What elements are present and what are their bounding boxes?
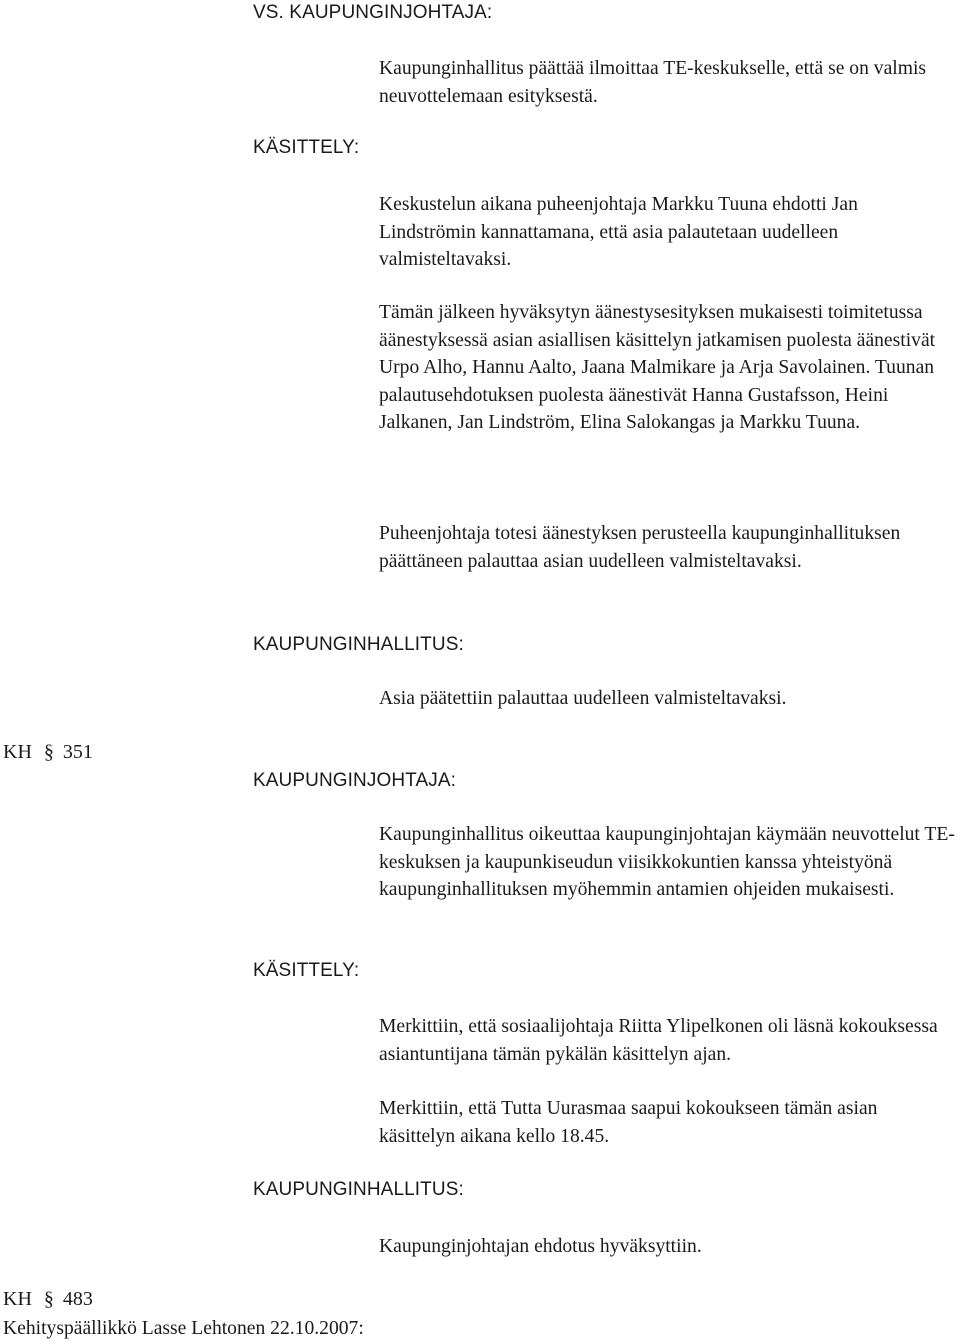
section-heading-483 — [3, 1287, 93, 1311]
kasittely-label: KÄSITTELY: — [253, 960, 360, 981]
kasittely-paragraph-3: Puheenjohtaja totesi äänestyksen perusteella kaupunginhallituksen päättäneen palauttaa asian uudelleen valmisteltavaksi. — [379, 523, 901, 572]
vs-proposal-text: Kaupunginhallitus päättää ilmoittaa TE-keskukselle, että se on valmis neuvottelemaan esityksestä. — [379, 58, 927, 107]
section-sign: § — [43, 1288, 54, 1310]
section-number: 483 — [62, 1288, 93, 1310]
kasittely-label: KÄSITTELY: — [253, 137, 360, 158]
kasittely-paragraph-1: Merkittiin, että sosiaalijohtaja Riitta Ylipelkonen oli läsnä kokouksessa asiantuntijana tämän pykälän käsittelyn ajan. — [379, 1016, 938, 1065]
kaupunginhallitus-decision: Asia päätettiin palauttaa uudelleen valmisteltavaksi. — [379, 688, 787, 709]
kasittely-paragraph-2: Tämän jälkeen hyväksytyn äänestysesityksen mukaisesti toimitetussa äänestyksessä asian asiallisen käsittelyn jatkamisen puolesta äänestivät Urpo Alho, Hannu Aalto, Jaana Malmikare ja Arja Savolainen. Tuunan palautusehdotuksen puolesta äänestivät Hanna Gustafsson, Heini Jalkanen, Jan Lindström, Elina Salokangas ja Markku Tuuna. — [379, 302, 936, 434]
kasittely-paragraph-2: Merkittiin, että Tutta Uurasmaa saapui kokoukseen tämän asian käsittelyn aikana kello 18.45. — [379, 1098, 878, 1147]
kaupunginhallitus-decision: Kaupunginjohtajan ehdotus hyväksyttiin. — [379, 1236, 702, 1257]
kaupunginjohtaja-label: KAUPUNGINJOHTAJA: — [253, 770, 456, 791]
kaupunginhallitus-label: KAUPUNGINHALLITUS: — [253, 1179, 464, 1200]
kasittely-paragraph-1: Keskustelun aikana puheenjohtaja Markku Tuuna ehdotti Jan Lindströmin kannattamana, että asia palautetaan uudelleen valmisteltavaksi. — [379, 194, 858, 271]
section-sign: § — [43, 741, 54, 763]
section-heading-351 — [3, 740, 93, 764]
kaupunginhallitus-label: KAUPUNGINHALLITUS: — [253, 634, 464, 655]
author-date-line: Kehityspäällikkö Lasse Lehtonen 22.10.2007: — [3, 1318, 364, 1339]
vs-kaupunginjohtaja-label: VS. KAUPUNGINJOHTAJA: — [253, 2, 493, 23]
section-number: 351 — [62, 741, 93, 763]
kh-abbrev: KH — [3, 741, 32, 763]
kh-abbrev: KH — [3, 1288, 32, 1310]
kaupunginjohtaja-proposal: Kaupunginhallitus oikeuttaa kaupunginjohtajan käymään neuvottelut TE-keskuksen ja kaupunkiseudun viisikkokuntien kanssa yhteistyönä kaupunginhallituksen myöhemmin antamien ohjeiden mukaisesti. — [379, 824, 955, 901]
